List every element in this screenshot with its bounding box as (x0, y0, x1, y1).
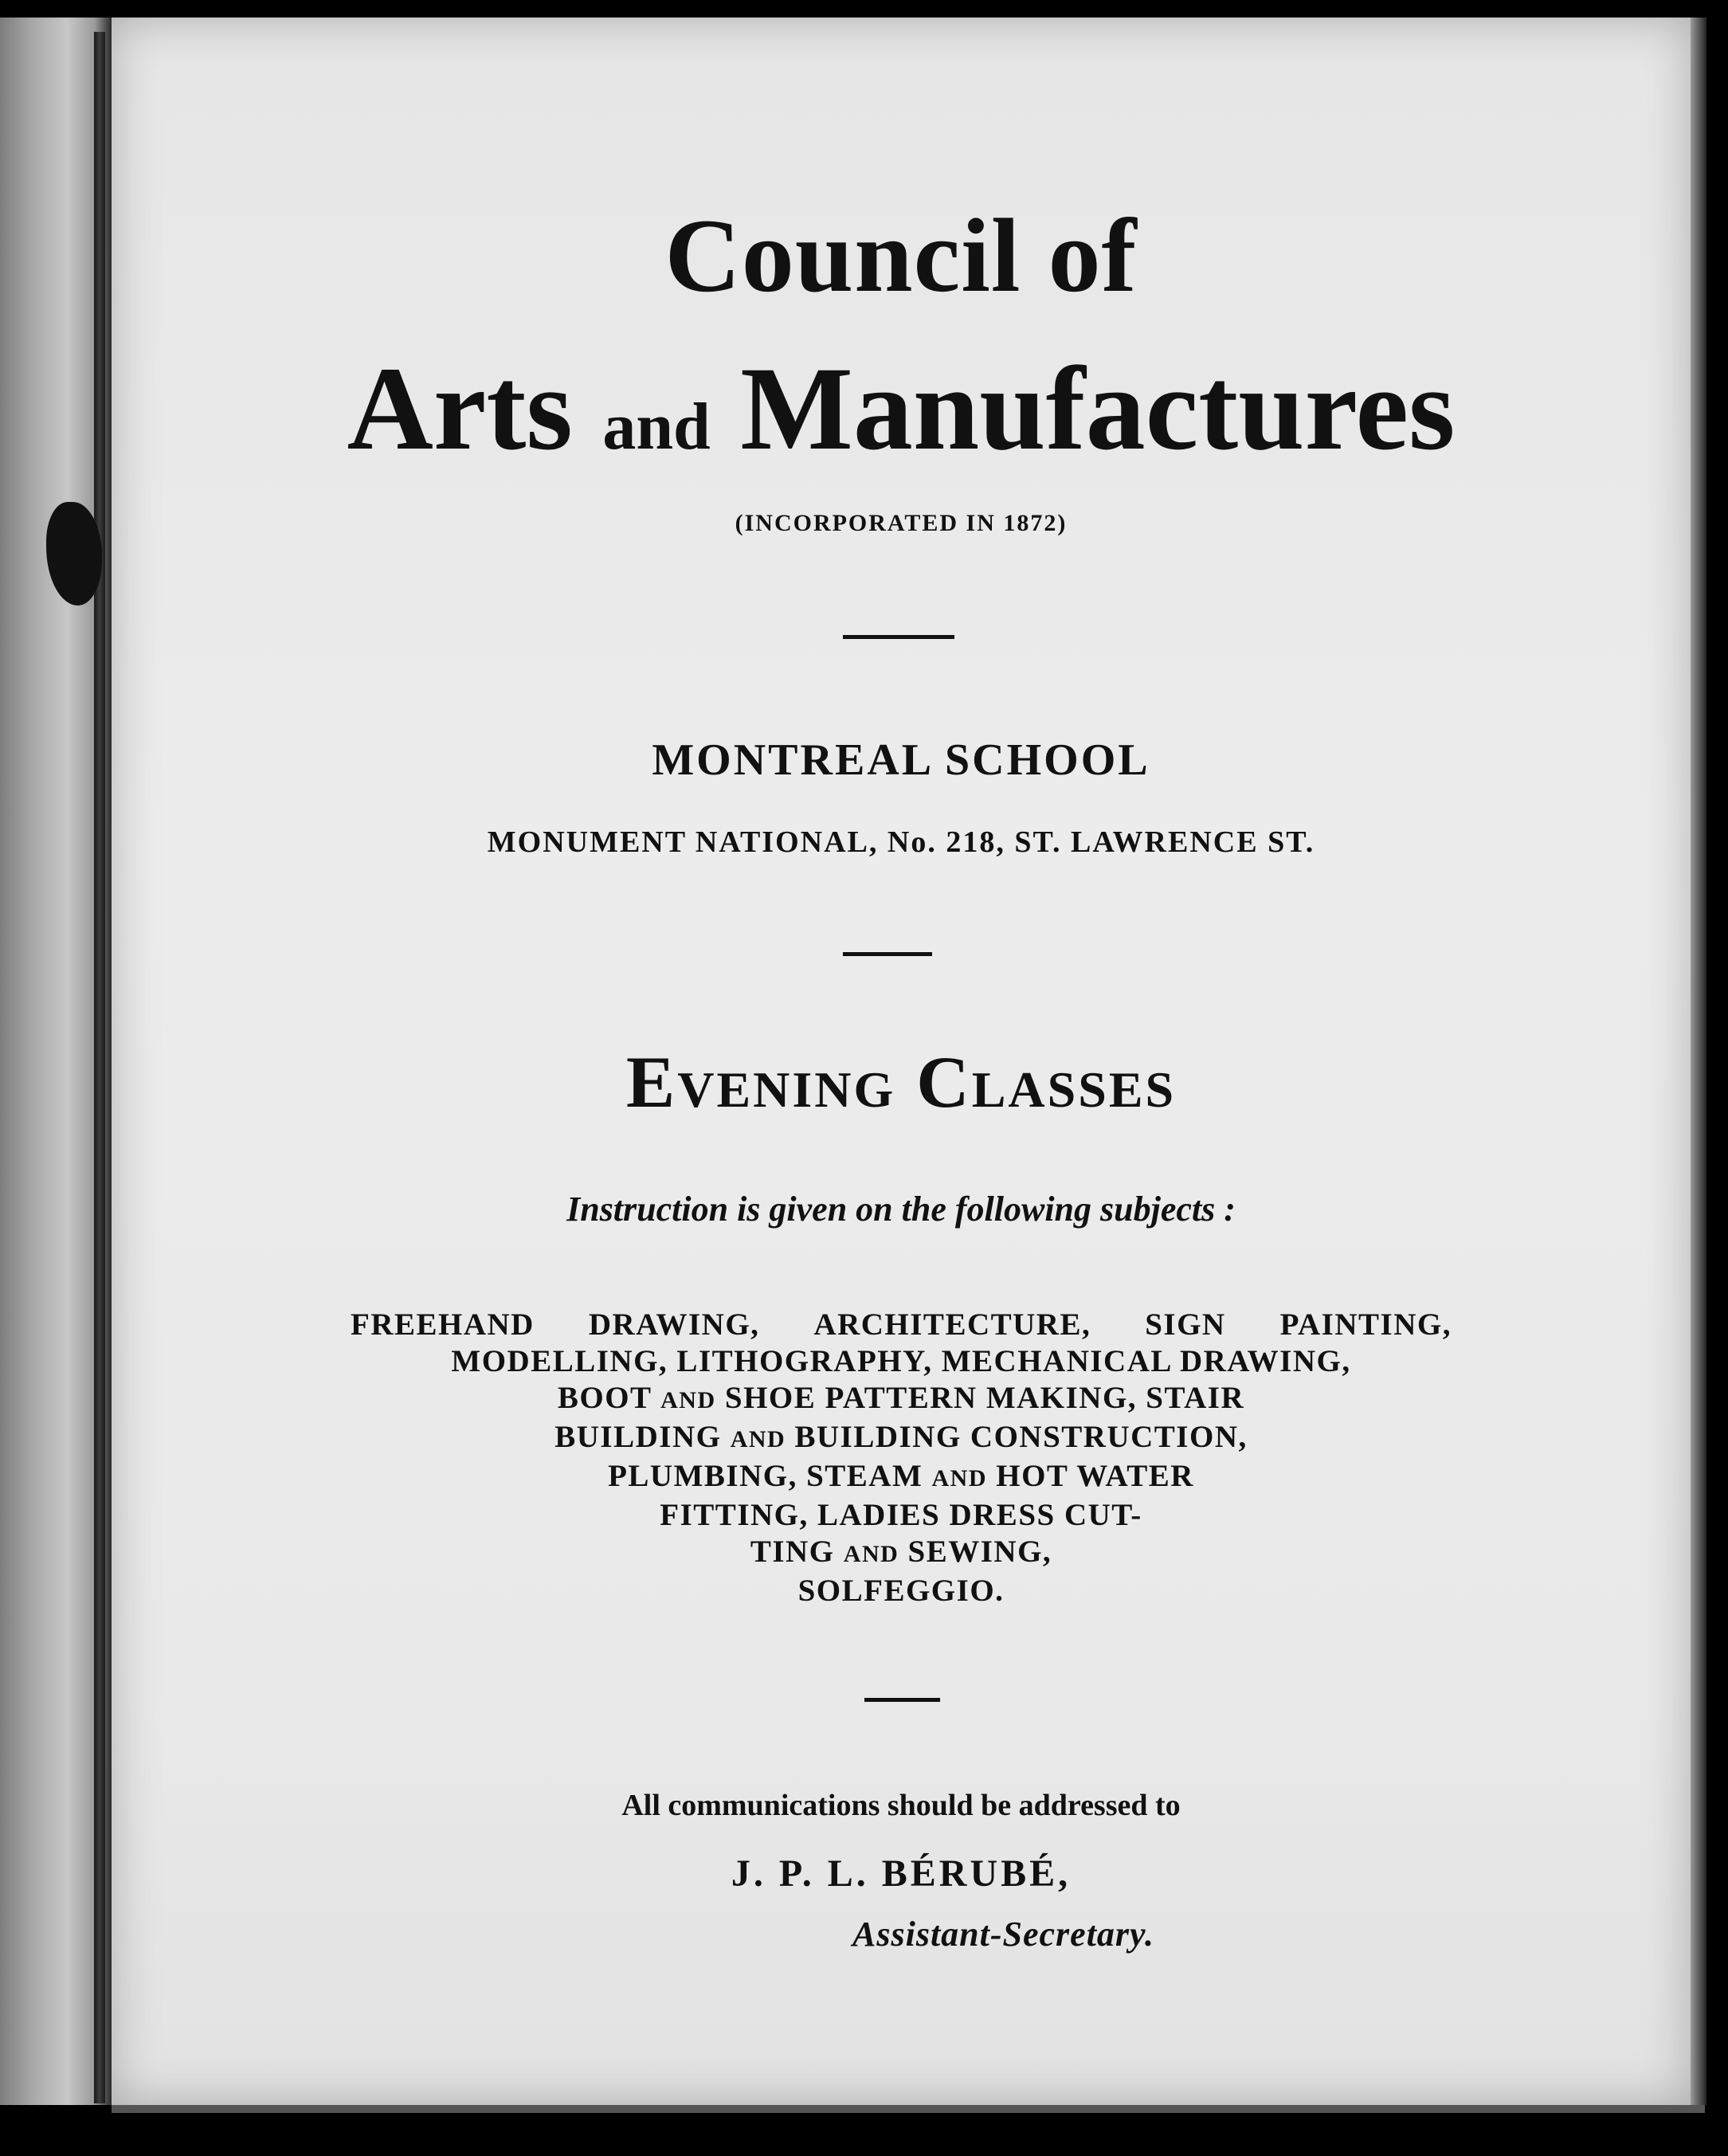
title-word-manufactures: Manufactures (740, 343, 1456, 475)
subjects-line (351, 1307, 1452, 1343)
subjects-line (351, 1419, 1452, 1458)
subjects-line: FITTING, LADIES DRESS CUT- (660, 1498, 1142, 1532)
subject-word: SEWING, (907, 1535, 1052, 1569)
subject-word: DRAWING, (588, 1307, 760, 1342)
subjects-list (351, 1307, 1452, 1609)
contact-name: J. P. L. BÉRUBÉ, (731, 1852, 1072, 1895)
subject-word: BOOT (557, 1381, 652, 1415)
page-bottom-edge (112, 2105, 1705, 2113)
subject-word: AND (931, 1465, 988, 1492)
subject-word: SIGN (1145, 1307, 1226, 1342)
page-content (112, 18, 1691, 2105)
title-word-arts: Arts (347, 343, 573, 475)
subject-word: HOT WATER (996, 1459, 1194, 1493)
subject-word: ARCHITECTURE, (813, 1307, 1091, 1342)
subjects-line (351, 1380, 1452, 1419)
binding-edge (94, 32, 105, 2103)
contact-role: Assistant-Secretary. (852, 1915, 1154, 1954)
title-word-and: and (602, 390, 711, 464)
title-line-1: Council of (664, 197, 1138, 314)
subject-word: PAINTING, (1279, 1307, 1452, 1342)
subject-word: AND (660, 1387, 716, 1413)
divider-rule (843, 635, 954, 639)
subjects-line: MODELLING, LITHOGRAPHY, MECHANICAL DRAWING, (451, 1344, 1351, 1378)
subject-word: AND (730, 1426, 786, 1452)
subjects-line (351, 1458, 1452, 1497)
communications-note: All communications should be addressed to (621, 1789, 1181, 1822)
subject-word: FREEHAND (351, 1307, 535, 1342)
subject-word: AND (843, 1541, 899, 1567)
divider-rule (843, 952, 932, 956)
subject-word: PLUMBING, STEAM (608, 1459, 923, 1493)
title-line-2 (112, 340, 1691, 477)
classes-heading: Evening Classes (625, 1041, 1177, 1123)
subjects-line: SOLFEGGIO. (797, 1574, 1005, 1608)
subject-word: SHOE PATTERN MAKING, STAIR (724, 1381, 1245, 1415)
instruction-intro: Instruction is given on the following subjects : (566, 1190, 1236, 1229)
subjects-line (351, 1534, 1452, 1573)
document-page (112, 18, 1691, 2105)
subject-word: TING (750, 1535, 835, 1569)
page-right-edge (1691, 18, 1706, 2105)
school-name: MONTREAL SCHOOL (652, 735, 1150, 785)
incorporation-note: (INCORPORATED IN 1872) (735, 510, 1068, 536)
subject-word: BUILDING CONSTRUCTION, (794, 1420, 1248, 1454)
divider-rule (864, 1698, 940, 1702)
subject-word: BUILDING (554, 1420, 722, 1454)
school-address: MONUMENT NATIONAL, No. 218, ST. LAWRENCE ST. (487, 825, 1315, 859)
